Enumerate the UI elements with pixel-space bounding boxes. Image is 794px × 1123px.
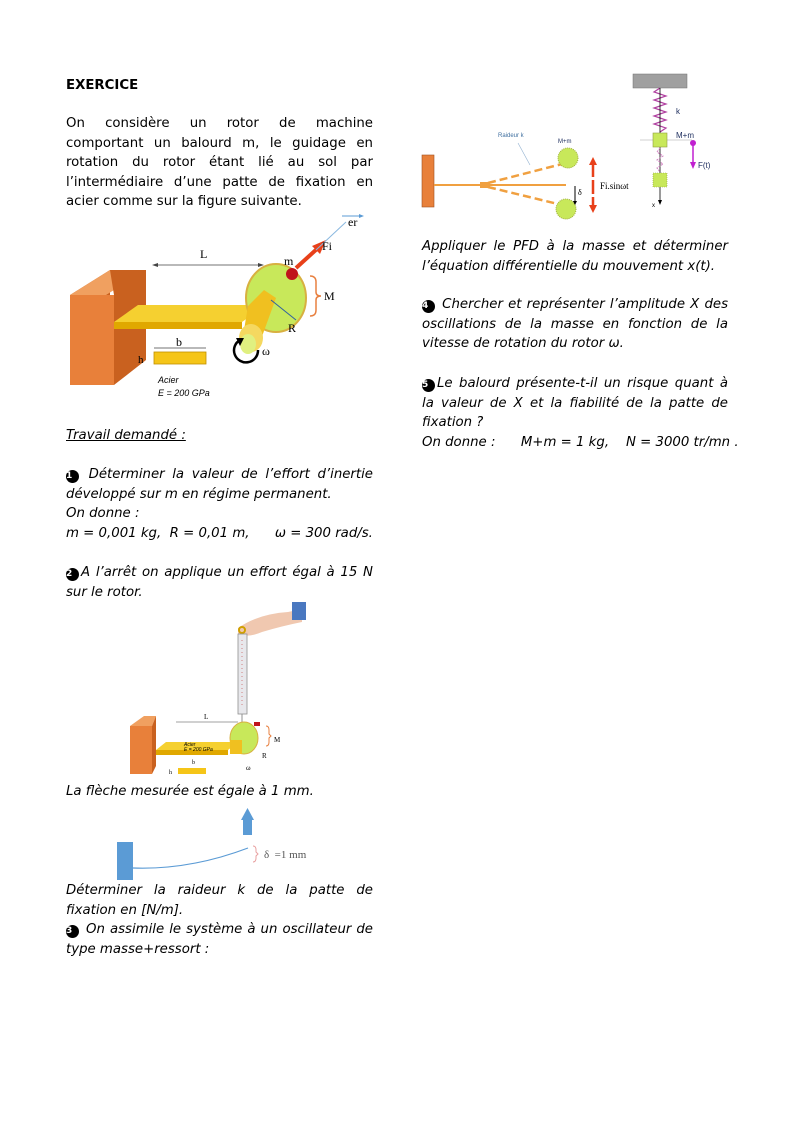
label-er: er <box>348 215 358 229</box>
delta-brace <box>253 846 258 862</box>
label-mass: M+m <box>676 131 694 140</box>
question-5-number: 5 <box>422 379 435 392</box>
deflection-statement-block <box>66 782 373 802</box>
question-2-task: Déterminer la raideur k de la patte de fixation en [N/m]. <box>66 883 373 918</box>
x-arrow-head <box>658 200 662 205</box>
intro-paragraph <box>66 114 373 212</box>
question-3 <box>66 920 373 959</box>
modulus-label: E = 200 GPa <box>184 747 213 753</box>
beam-top <box>114 305 266 322</box>
block-side <box>152 716 156 774</box>
force-arrow-head <box>690 162 696 169</box>
label-force: F(t) <box>698 161 711 170</box>
deflected-beam <box>133 848 248 868</box>
mass-brace <box>266 726 271 746</box>
question-2-number: 2 <box>66 568 79 581</box>
unbalance-mass <box>286 268 298 280</box>
mass-block <box>653 133 667 147</box>
label-Fi: Fi <box>322 239 333 253</box>
intro-text: On considère un rotor de machine comportant un balourd m, le guidage en rotation du rotor étant lié au sol par l’intermédiaire d’une patte de fixation en acier comme sur la figure suivante. <box>66 116 373 210</box>
label-omega: ω <box>262 344 270 358</box>
mass-down <box>556 199 576 219</box>
exercise-title: EXERCICE <box>66 78 139 93</box>
fixed-block <box>70 295 114 385</box>
work-heading-block <box>66 426 373 446</box>
unbalance-mass <box>254 722 260 726</box>
question-2 <box>66 563 373 602</box>
deflection-figure <box>110 804 340 880</box>
exercise-title-block <box>66 76 373 96</box>
ceiling <box>633 74 687 88</box>
er-head <box>359 214 364 218</box>
inertia-force-arrow <box>296 248 318 268</box>
question-1 <box>66 465 373 543</box>
cross-section <box>178 768 206 774</box>
question-4 <box>422 295 728 354</box>
label-R: R <box>262 752 267 760</box>
mass-block-displaced <box>653 173 667 187</box>
cross-section <box>154 352 206 364</box>
dynamometer-figure <box>126 600 326 780</box>
rotor-figure <box>66 210 376 405</box>
label-h: h <box>169 770 172 776</box>
label-raideur: Raideur k <box>498 133 524 139</box>
question-1-text: Déterminer la valeur de l’effort d’inertie développé sur m en régime permanent. <box>66 467 373 502</box>
question-3-text: On assimile le système à un oscillateur de type masse+ressort : <box>66 922 373 957</box>
force-arrow-down <box>589 205 597 213</box>
delta-label: δ =1 mm <box>264 849 307 861</box>
label-M: M <box>324 289 335 303</box>
question-5-text: Le balourd présente-t-il un risque quant à la valeur de X et la fiabilité de la patte de fixation ? <box>422 376 728 431</box>
label-omega: ω <box>246 764 251 772</box>
question-3-number: 3 <box>66 925 79 938</box>
mass-up <box>558 148 578 168</box>
label-m: m <box>284 254 294 268</box>
label-L: L <box>200 247 208 261</box>
block-top <box>130 716 156 726</box>
question-3-task: Appliquer le PFD à la masse et déterminer l’équation différentielle du mouvement x(t). <box>422 239 728 274</box>
label-R: R <box>288 321 297 335</box>
label-x: x <box>652 203 655 209</box>
beam <box>114 322 242 329</box>
label-M: M <box>274 736 281 744</box>
sleeve <box>292 602 306 620</box>
dim-arrow-left <box>152 263 158 267</box>
beam-up <box>488 163 566 183</box>
dynamometer <box>238 634 247 714</box>
mass-brace <box>310 276 321 316</box>
force-arrow-up <box>589 157 597 165</box>
question-2-task-block <box>66 881 373 920</box>
material-label: Acier <box>184 742 196 748</box>
question-5-given-values: M+m = 1 kg, N = 3000 tr/mn . <box>520 434 739 450</box>
vibration-figure <box>418 125 634 220</box>
deflection-statement: La flèche mesurée est égale à 1 mm. <box>66 784 314 799</box>
fixed-block <box>130 726 152 774</box>
label-L: L <box>204 713 209 721</box>
question-4-text: Chercher et représenter l’amplitude X des oscillations de la masse en fonction de la vitesse de rotation du rotor ω. <box>422 297 728 352</box>
label-k: k <box>676 107 680 116</box>
label-force: Fi.sinωt <box>600 181 629 191</box>
beam-down <box>488 187 562 205</box>
question-5 <box>422 374 739 452</box>
wall <box>422 155 434 207</box>
force-arrow-shaft <box>243 819 252 835</box>
hub <box>240 334 256 354</box>
question-1-number: 1 <box>66 470 79 483</box>
question-5-given-label: On donne : <box>422 434 496 450</box>
raideur-pointer <box>518 143 530 165</box>
shaft <box>230 740 242 754</box>
support <box>117 842 133 880</box>
label-b: b <box>192 760 195 766</box>
modulus-label: E = 200 GPa <box>158 388 210 398</box>
work-heading: Travail demandé : <box>66 428 186 443</box>
spring-mass-figure <box>630 72 730 212</box>
label-h: h <box>138 354 144 366</box>
question-4-number: 4 <box>422 300 435 313</box>
label-mass: M+m <box>558 139 572 145</box>
question-1-given-values: m = 0,001 kg, R = 0,01 m, ω = 300 rad/s. <box>66 525 373 541</box>
force-arrow-head <box>241 808 254 820</box>
question-2-text: A l’arrêt on applique un effort égal à 15 N sur le rotor. <box>66 565 373 600</box>
label-delta: δ <box>578 188 582 197</box>
question-3-task-block <box>422 237 728 276</box>
question-1-given-label: On donne : <box>66 506 140 522</box>
label-b: b <box>176 335 182 349</box>
material-label: Acier <box>158 375 179 385</box>
